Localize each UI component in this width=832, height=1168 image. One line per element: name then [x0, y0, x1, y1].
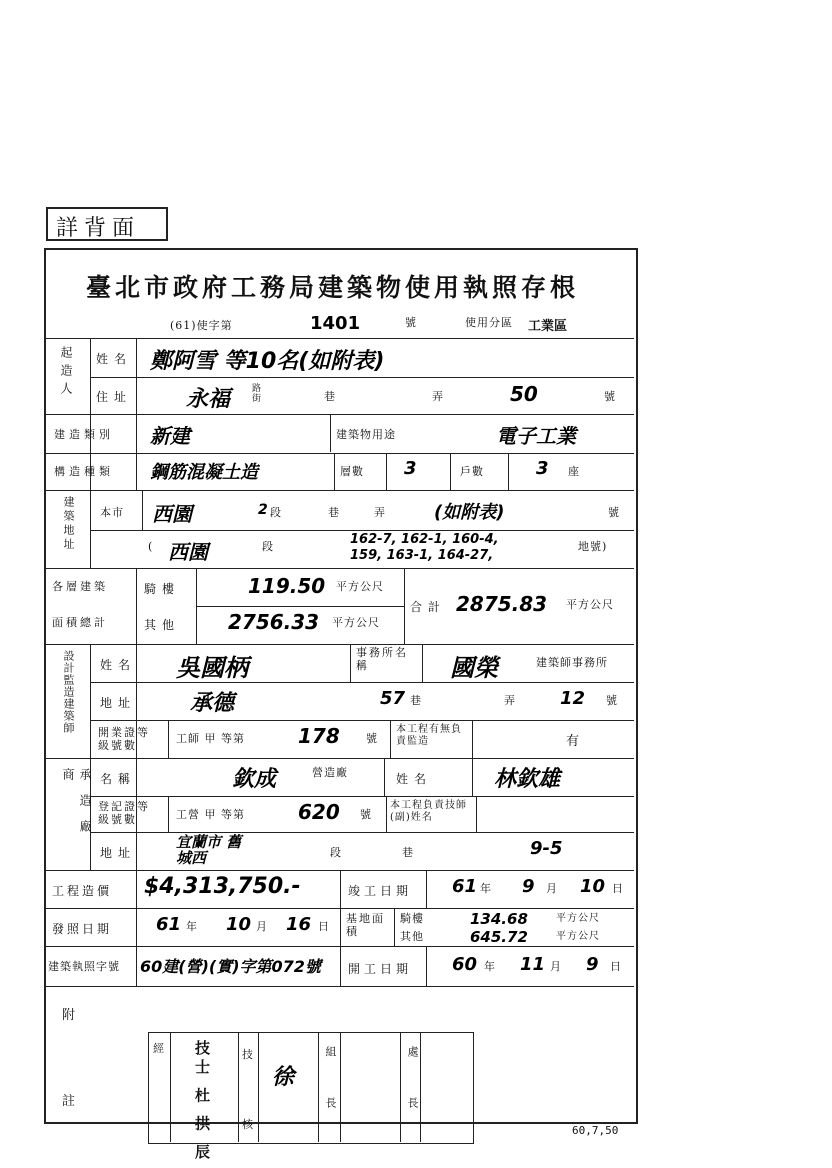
- contractor-name-value: 欽成: [232, 767, 277, 792]
- permit-label: 建築執照字號: [48, 960, 120, 973]
- total-value: 2875.83: [456, 592, 548, 616]
- completion-day: 10: [580, 876, 606, 897]
- site-lot-numbers-1: 162-7, 162-1, 160-4,: [350, 532, 499, 547]
- architect-office-label: 事務所名稱: [356, 646, 408, 672]
- site-road-value: 西園: [152, 502, 192, 526]
- start-year: 60: [452, 954, 478, 975]
- completion-label: 竣工日期: [348, 884, 413, 898]
- base-other-label: 其他: [400, 930, 424, 943]
- stamp-divider: [340, 1032, 341, 1142]
- col-divider: [340, 946, 341, 986]
- applicant-address-city: 永福: [186, 387, 231, 412]
- arcade-label: 騎樓: [144, 582, 181, 596]
- col-divider: [136, 414, 137, 490]
- site-city-label: 本市: [100, 506, 124, 519]
- stamp-divider: [400, 1032, 401, 1142]
- col-divider: [472, 758, 473, 796]
- start-day: 9: [586, 954, 599, 975]
- other-label: 其他: [144, 618, 181, 632]
- col-divider: [508, 453, 509, 490]
- contractor-registration-label: 登記證等級號數: [98, 800, 150, 826]
- back-side-tag-text: 詳背面: [56, 216, 141, 241]
- architect-no-unit: 號: [606, 694, 618, 707]
- form-frame: [44, 248, 638, 1124]
- cost-label: 工程造價: [52, 884, 113, 898]
- cost-value: $4,313,750.-: [144, 874, 301, 899]
- row-divider: [46, 758, 634, 759]
- stamp-divider: [238, 1032, 239, 1142]
- contractor-person-value: 林欽雄: [494, 767, 561, 792]
- col-divider: [426, 870, 427, 908]
- site-lane-unit: 巷: [328, 506, 340, 519]
- applicant-address-number: 50: [510, 382, 538, 406]
- category-value: 新建: [150, 424, 190, 448]
- col-divider: [136, 338, 137, 414]
- total-label: 合計: [410, 600, 447, 614]
- completion-month-unit: 月: [546, 882, 558, 895]
- base-other-value: 645.72: [470, 928, 528, 946]
- license-line: [170, 314, 233, 333]
- site-group-label: 建築地址: [62, 496, 75, 552]
- issue-month-unit: 月: [256, 920, 268, 933]
- zone-value: 工業區: [528, 319, 568, 334]
- total-unit: 平方公尺: [566, 598, 614, 611]
- contractor-section-unit: 段: [330, 846, 342, 859]
- contractor-group-label: 承造廠商: [61, 768, 92, 846]
- start-day-unit: 日: [610, 960, 622, 973]
- stamp-label-3: 核: [242, 1118, 253, 1131]
- other-unit: 平方公尺: [332, 616, 380, 629]
- applicant-address-label: 住址: [96, 390, 133, 404]
- start-label: 開工日期: [348, 962, 413, 976]
- contractor-lane-unit: 巷: [402, 846, 414, 859]
- site-note: (如附表): [434, 502, 505, 523]
- architect-name-value: 吳國柄: [176, 654, 248, 682]
- row-divider: [46, 986, 634, 987]
- col-divider: [330, 414, 331, 452]
- completion-year-unit: 年: [480, 882, 492, 895]
- architect-license-number: 178: [298, 724, 340, 748]
- row-divider: [46, 453, 634, 454]
- col-divider: [340, 908, 341, 946]
- stamp-divider: [318, 1032, 319, 1142]
- floors-label: 層數: [340, 465, 364, 478]
- stamp-label-5: 處長: [406, 1046, 419, 1148]
- use-value: 電子工業: [496, 424, 576, 448]
- site-open-paren: (: [148, 540, 154, 553]
- households-value: 3: [536, 458, 549, 479]
- start-year-unit: 年: [484, 960, 496, 973]
- col-divider: [426, 946, 427, 986]
- col-divider: [168, 720, 169, 758]
- col-divider: [350, 644, 351, 682]
- architect-license-label: 開業證等級號數: [98, 726, 150, 752]
- contractor-name-suffix: 營造廠: [312, 766, 348, 779]
- col-divider: [142, 490, 143, 530]
- building-unit: 座: [568, 465, 580, 478]
- site-lot-numbers-2: 159, 163-1, 164-27,: [350, 548, 494, 563]
- floor-area-label-1: 各層建築: [52, 580, 108, 593]
- col-divider: [196, 568, 197, 644]
- applicant-road-unit: 路街: [252, 384, 263, 404]
- license-number: 1401: [310, 313, 361, 334]
- col-divider: [90, 490, 91, 568]
- category-label: 建造類別: [54, 428, 114, 441]
- col-divider: [386, 453, 387, 490]
- architect-lane-unit: 巷: [410, 694, 422, 707]
- applicant-no-unit: 號: [604, 390, 616, 403]
- applicant-group-label: 起造人: [59, 346, 73, 400]
- col-divider: [476, 796, 477, 832]
- col-divider: [390, 720, 391, 758]
- row-divider: [90, 377, 634, 378]
- back-side-tag: [46, 207, 168, 241]
- other-value: 2756.33: [228, 610, 320, 634]
- arcade-value: 119.50: [248, 574, 326, 598]
- contractor-name-label: 名稱: [100, 772, 137, 786]
- col-divider: [384, 758, 385, 796]
- form-code: 60,7,50: [572, 1124, 619, 1137]
- issue-month: 10: [226, 914, 252, 935]
- architect-alley-unit: 弄: [504, 694, 516, 707]
- row-divider: [90, 832, 634, 833]
- issue-year-unit: 年: [186, 920, 198, 933]
- base-arcade-label: 騎樓: [400, 912, 424, 925]
- base-other-unit: 平方公尺: [556, 931, 600, 942]
- applicant-name-label: 姓名: [96, 352, 133, 366]
- structure-label: 構造種類: [54, 465, 114, 478]
- applicant-lane-unit: 巷: [324, 390, 336, 403]
- site-lot-suffix: 地號): [578, 540, 608, 553]
- site-lot-section-unit: 段: [262, 540, 274, 553]
- contractor-registration-number: 620: [298, 800, 340, 824]
- permit-value: 60建(營)(實)字第072號: [140, 957, 321, 976]
- households-label: 戶數: [460, 465, 484, 478]
- contractor-address-label: 地址: [100, 846, 137, 860]
- issue-day-unit: 日: [318, 920, 330, 933]
- architect-supervise-value: 有: [566, 734, 580, 749]
- arcade-unit: 平方公尺: [336, 580, 384, 593]
- license-suffix: 號: [405, 316, 417, 329]
- site-no-unit: 號: [608, 506, 620, 519]
- row-divider: [46, 414, 634, 415]
- row-divider: [90, 796, 634, 797]
- contractor-registration-suffix: 號: [360, 808, 372, 821]
- row-divider: [46, 490, 634, 491]
- stamp-label-4: 組長: [324, 1046, 337, 1148]
- stamp-divider: [170, 1032, 171, 1142]
- col-divider: [404, 568, 405, 644]
- row-divider: [46, 568, 634, 569]
- contractor-address-value: 宜蘭市 舊城西: [176, 833, 242, 867]
- architect-office-value: 國榮: [450, 654, 498, 682]
- start-month: 11: [520, 954, 546, 975]
- row-divider: [90, 720, 634, 721]
- row-divider: [196, 606, 404, 607]
- contractor-technician-label: 本工程負責技師(副)姓名: [390, 800, 467, 823]
- col-divider: [386, 796, 387, 832]
- contractor-address-number: 9-5: [530, 838, 563, 859]
- architect-address-lane: 57: [380, 688, 406, 709]
- col-divider: [422, 644, 423, 682]
- license-prefix: (61)使字第: [170, 319, 233, 332]
- stamp-label-2: 技: [242, 1048, 253, 1061]
- architect-license-suffix: 號: [366, 732, 378, 745]
- use-label: 建築物用途: [336, 428, 396, 441]
- floors-value: 3: [404, 458, 417, 479]
- stamp-divider: [258, 1032, 259, 1142]
- col-divider: [340, 870, 341, 908]
- col-divider: [136, 568, 137, 644]
- issue-label: 發照日期: [52, 922, 113, 936]
- row-divider: [90, 530, 634, 531]
- architect-license-grade: 工師 甲 等第: [176, 732, 245, 745]
- contractor-person-label: 姓名: [396, 772, 433, 786]
- row-divider: [46, 644, 634, 645]
- structure-value: 鋼筋混凝土造: [150, 462, 258, 483]
- base-arcade-unit: 平方公尺: [556, 913, 600, 924]
- site-section-unit: 段: [270, 506, 282, 519]
- architect-name-label: 姓名: [100, 658, 137, 672]
- col-divider: [472, 720, 473, 758]
- completion-year: 61: [452, 876, 478, 897]
- stamp-label-1: 經: [153, 1042, 164, 1055]
- architect-supervise-label: 本工程有無負責監造: [396, 724, 462, 747]
- col-divider: [334, 453, 335, 490]
- site-lot-district: 西園: [168, 540, 208, 564]
- applicant-alley-unit: 弄: [432, 390, 444, 403]
- row-divider: [46, 338, 634, 339]
- col-divider: [394, 908, 395, 946]
- col-divider: [168, 796, 169, 832]
- floor-area-label-2: 面積總計: [52, 616, 108, 629]
- architect-office-suffix: 建築師事務所: [536, 656, 608, 669]
- architect-address-road: 承德: [190, 691, 235, 716]
- issue-year: 61: [156, 914, 182, 935]
- stamp-value-1: 技士 杜 拱 辰: [193, 1040, 211, 1163]
- start-month-unit: 月: [550, 960, 562, 973]
- base-arcade-value: 134.68: [470, 910, 528, 928]
- remarks-label-top: 附: [62, 1008, 76, 1023]
- issue-day: 16: [286, 914, 312, 935]
- site-alley-unit: 弄: [374, 506, 386, 519]
- remarks-label-bottom: 註: [62, 1094, 76, 1109]
- zone-label: 使用分區: [465, 316, 513, 329]
- row-divider: [90, 682, 634, 683]
- completion-month: 9: [522, 876, 535, 897]
- contractor-registration-grade: 工營 甲 等第: [176, 808, 245, 821]
- stamp-value-2: 徐: [272, 1065, 295, 1090]
- stamp-divider: [420, 1032, 421, 1142]
- applicant-name-value: 鄭阿雪 等10名(如附表): [150, 349, 385, 374]
- completion-day-unit: 日: [612, 882, 624, 895]
- architect-address-number: 12: [560, 688, 586, 709]
- architect-group-label: 設計監造建築師: [62, 650, 75, 734]
- col-divider: [136, 644, 137, 870]
- base-area-label: 基地面積: [346, 912, 385, 938]
- col-divider: [450, 453, 451, 490]
- col-divider: [136, 870, 137, 986]
- form-title: 臺北市政府工務局建築物使用執照存根: [86, 273, 580, 302]
- architect-address-label: 地址: [100, 696, 137, 710]
- site-section-value: 2: [258, 502, 268, 518]
